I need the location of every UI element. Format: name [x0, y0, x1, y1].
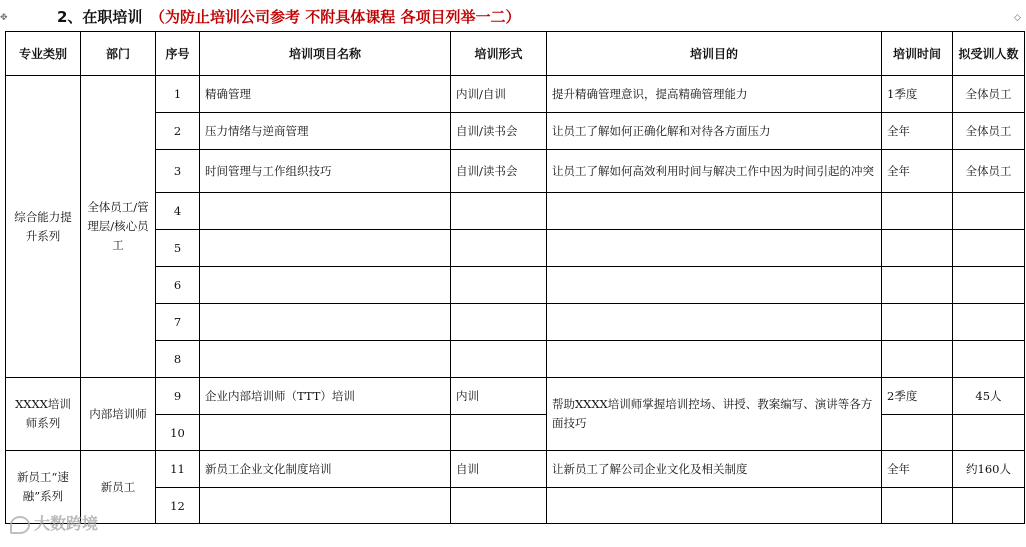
row-project-name: 时间管理与工作组织技巧 [200, 150, 451, 193]
row-project-name: 企业内部培训师（TTT）培训 [200, 378, 451, 415]
row-form: 自训/读书会 [451, 113, 547, 150]
row-count: 全体员工 [953, 150, 1025, 193]
group-department: 内部培训师 [81, 378, 156, 451]
header-count: 拟受训人数 [953, 32, 1025, 76]
row-number: 5 [156, 230, 200, 267]
table-row [6, 150, 1025, 193]
row-number: 4 [156, 193, 200, 230]
row-time: 全年 [882, 150, 953, 193]
header-department: 部门 [81, 32, 156, 76]
group-department: 全体员工/管理层/核心员工 [81, 76, 156, 378]
header-category: 专业类别 [6, 32, 81, 76]
header-purpose: 培训目的 [547, 32, 882, 76]
header-number: 序号 [156, 32, 200, 76]
row-form [451, 415, 547, 451]
row-time [882, 488, 953, 524]
row-purpose: 让新员工了解公司企业文化及相关制度 [547, 451, 882, 488]
row-time [882, 267, 953, 304]
cell-handle-marker-right: ◇ [1014, 13, 1021, 23]
row-purpose [547, 304, 882, 341]
header-time: 培训时间 [882, 32, 953, 76]
row-count: 全体员工 [953, 113, 1025, 150]
row-count [953, 488, 1025, 524]
table-row [6, 113, 1025, 150]
row-number: 9 [156, 378, 200, 415]
row-form: 内训 [451, 378, 547, 415]
table-row [6, 341, 1025, 378]
row-form [451, 193, 547, 230]
row-time: 全年 [882, 113, 953, 150]
row-form [451, 230, 547, 267]
row-time [882, 304, 953, 341]
row-form: 自训/读书会 [451, 150, 547, 193]
merged-purpose: 帮助XXXX培训师掌握培训控场、讲授、教案编写、演讲等各方面技巧 [547, 378, 882, 451]
cell-handle-marker-left: ✥ [0, 13, 8, 23]
row-number: 2 [156, 113, 200, 150]
row-purpose [547, 341, 882, 378]
group-category: 新员工“速融”系列 [6, 451, 81, 524]
row-project-name: 精确管理 [200, 76, 451, 113]
row-purpose: 提升精确管理意识，提高精确管理能力 [547, 76, 882, 113]
row-count [953, 341, 1025, 378]
group-category: XXXX培训师系列 [6, 378, 81, 451]
training-table [5, 31, 1025, 524]
table-row [6, 230, 1025, 267]
row-count: 45人 [953, 378, 1025, 415]
row-project-name [200, 230, 451, 267]
row-count [953, 415, 1025, 451]
table-header-row [6, 32, 1025, 76]
row-number: 6 [156, 267, 200, 304]
row-form [451, 488, 547, 524]
watermark-logo-icon [10, 516, 30, 534]
row-form: 内训/自训 [451, 76, 547, 113]
row-time: 全年 [882, 451, 953, 488]
row-time [882, 341, 953, 378]
table-row [6, 304, 1025, 341]
row-count [953, 267, 1025, 304]
row-purpose [547, 230, 882, 267]
section-note: （为防止培训公司参考 不附具体课程 各项目列举一二） [150, 8, 521, 26]
row-project-name [200, 267, 451, 304]
row-purpose [547, 193, 882, 230]
row-count: 全体员工 [953, 76, 1025, 113]
row-time [882, 415, 953, 451]
table-row [6, 378, 1025, 415]
watermark [10, 511, 98, 534]
group-department: 新员工 [81, 451, 156, 524]
table-row [6, 76, 1025, 113]
row-project-name [200, 341, 451, 378]
row-project-name [200, 193, 451, 230]
row-number: 7 [156, 304, 200, 341]
table-row [6, 451, 1025, 488]
row-form [451, 304, 547, 341]
row-purpose [547, 267, 882, 304]
section-title: 2、在职培训 [57, 8, 143, 26]
row-form: 自训 [451, 451, 547, 488]
row-form [451, 267, 547, 304]
row-form [451, 341, 547, 378]
row-purpose [547, 488, 882, 524]
header-form: 培训形式 [451, 32, 547, 76]
row-number: 8 [156, 341, 200, 378]
row-number: 12 [156, 488, 200, 524]
row-number: 3 [156, 150, 200, 193]
row-time [882, 193, 953, 230]
row-count [953, 304, 1025, 341]
section-heading [0, 0, 1026, 32]
row-time: 1季度 [882, 76, 953, 113]
row-count [953, 230, 1025, 267]
row-project-name [200, 415, 451, 451]
table-row [6, 193, 1025, 230]
row-number: 10 [156, 415, 200, 451]
row-purpose: 让员工了解如何正确化解和对待各方面压力 [547, 113, 882, 150]
row-number: 11 [156, 451, 200, 488]
row-time: 2季度 [882, 378, 953, 415]
table-row [6, 488, 1025, 524]
row-project-name [200, 488, 451, 524]
header-project-name: 培训项目名称 [200, 32, 451, 76]
row-count [953, 193, 1025, 230]
row-number: 1 [156, 76, 200, 113]
row-purpose: 让员工了解如何高效利用时间与解决工作中因为时间引起的冲突 [547, 150, 882, 193]
table-row [6, 267, 1025, 304]
row-count: 约160人 [953, 451, 1025, 488]
group-category: 综合能力提升系列 [6, 76, 81, 378]
row-project-name [200, 304, 451, 341]
row-project-name: 压力情绪与逆商管理 [200, 113, 451, 150]
watermark-text: 大数跨境 [34, 514, 99, 533]
row-project-name: 新员工企业文化制度培训 [200, 451, 451, 488]
row-time [882, 230, 953, 267]
